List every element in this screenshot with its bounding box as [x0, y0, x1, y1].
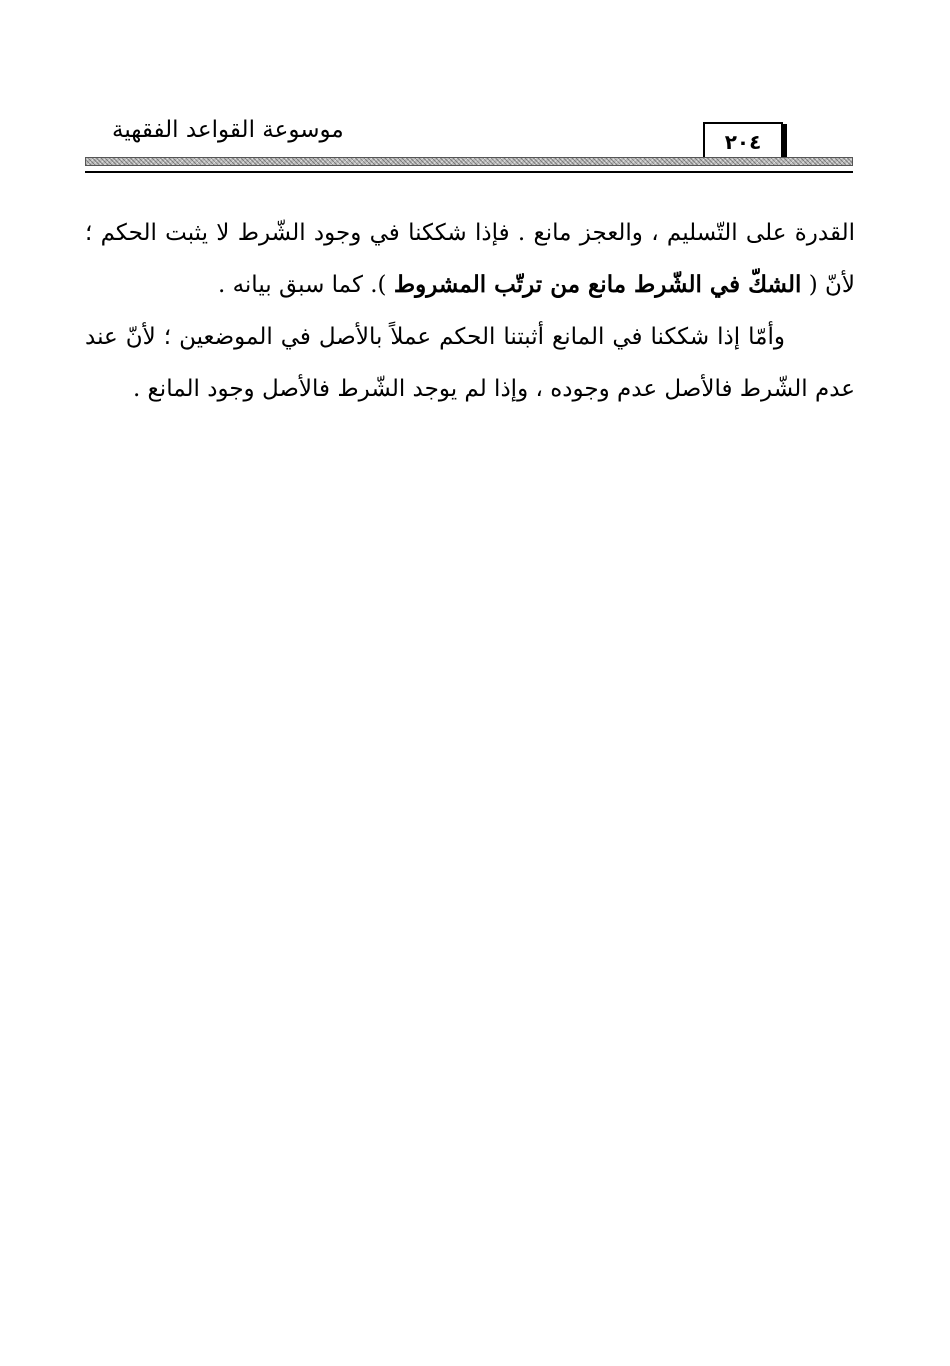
body-text	[85, 207, 855, 415]
paragraph-2-text: وأمّا إذا شككنا في المانع أثبتنا الحكم عملاً بالأصل في الموضعين ؛ لأنّ عند عدم الشّرط فالأصل عدم وجوده ، وإذا لم يوجد الشّرط فالأصل وجود المانع .	[85, 324, 855, 402]
paragraph-1-bold-rule: الشكّ في الشّرط مانع من ترتّب المشروط	[393, 271, 802, 298]
paragraph-1	[85, 207, 855, 311]
paragraph-1-text-after: ). كما سبق بيانه .	[217, 272, 394, 298]
page-number-text: ٢٠٤	[724, 130, 762, 154]
header-rule	[85, 171, 853, 173]
running-title: موسوعة القواعد الفقهية	[112, 117, 344, 143]
paragraph-1-text-before: القدرة على التّسليم ، والعجز مانع . فإذا شككنا في وجود الشّرط لا يثبت الحكم ؛ لأنّ (	[85, 220, 855, 298]
page-number	[703, 122, 783, 162]
paragraph-2	[85, 311, 855, 415]
header-decorative-band	[85, 157, 853, 166]
